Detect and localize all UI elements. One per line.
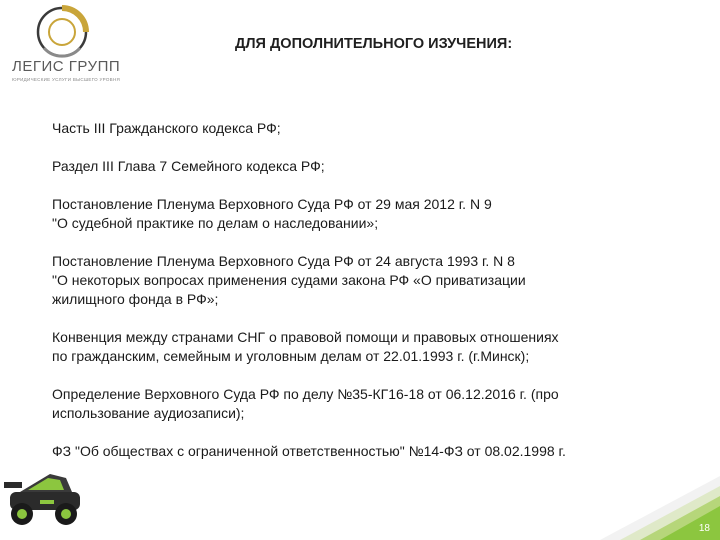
race-car-icon [0,452,88,540]
list-item-line: Постановление Пленума Верховного Суда РФ от 24 августа 1993 г. N 8 [52,253,515,269]
reference-list [52,119,702,461]
list-item-line: Конвенция между странами СНГ о правовой помощи и правовых отношениях [52,329,559,345]
list-item [52,385,702,423]
list-item [52,442,702,461]
list-item [52,328,702,366]
page-title: ДЛЯ ДОПОЛНИТЕЛЬНОГО ИЗУЧЕНИЯ: [235,36,513,52]
list-item-line: Часть III Гражданского кодекса РФ; [52,120,281,136]
list-item [52,119,702,138]
list-item [52,252,702,309]
list-item-line: использование аудиозаписи); [52,405,245,421]
list-item-line: по гражданским, семейным и уголовным делам от 22.01.1993 г. (г.Минск); [52,348,530,364]
list-item [52,195,702,233]
logo-name: ЛЕГИС ГРУПП [12,58,121,75]
list-item [52,157,702,176]
logo-tagline: ЮРИДИЧЕСКИЕ УСЛУГИ ВЫСШЕГО УРОВНЯ [12,77,121,82]
list-item-line: "О некоторых вопросах применения судами закона РФ «О приватизации [52,272,526,288]
list-item-line: "О судебной практике по делам о наследовании»; [52,215,379,231]
list-item-line: жилищного фонда в РФ»; [52,291,219,307]
list-item-line: Определение Верховного Суда РФ по делу №35-КГ16-18 от 06.12.2016 г. (про [52,386,559,402]
list-item-line: Постановление Пленума Верховного Суда РФ от 29 мая 2012 г. N 9 [52,196,492,212]
list-item-line: Раздел III Глава 7 Семейного кодекса РФ; [52,158,325,174]
list-item-line: ФЗ "Об обществах с ограниченной ответственностью" №14-ФЗ от 08.02.1998 г. [52,443,566,459]
page-number: 18 [698,523,710,534]
